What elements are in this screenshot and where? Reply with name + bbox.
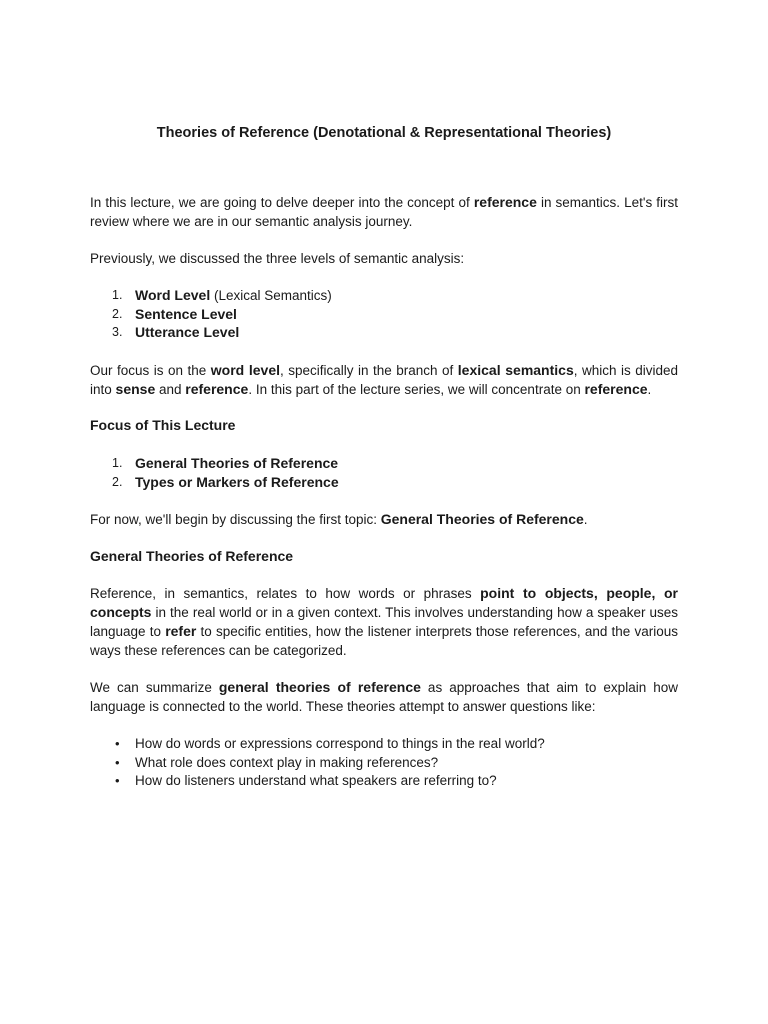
focus-list [90, 454, 678, 491]
list-item-bold: General Theories of Reference [135, 455, 339, 471]
document-title: Theories of Reference (Denotational & Representational Theories) [156, 125, 612, 141]
intro-bold-reference: reference [473, 194, 537, 210]
list-item-rest: (Lexical Semantics) [210, 288, 332, 303]
list-number: 3. [112, 325, 123, 339]
questions-list [90, 735, 678, 791]
list-item [90, 772, 678, 791]
list-item [90, 454, 678, 473]
focus-text-1: Our focus is on the [90, 363, 211, 378]
list-item-bold: Types or Markers of Reference [135, 473, 339, 490]
begin-paragraph [90, 510, 678, 529]
list-number: 2. [112, 474, 123, 489]
list-item [90, 286, 678, 305]
list-item [90, 323, 678, 342]
list-item-bold: Utterance Level [135, 324, 240, 340]
reference-paragraph [90, 584, 678, 660]
summary-paragraph [90, 678, 678, 716]
list-item-bold: Sentence Level [135, 305, 237, 322]
reference-bold-refer: refer [165, 623, 197, 639]
summary-text-1: We can summarize [90, 680, 219, 695]
reference-bold-1: point to objects, people, or concepts [90, 585, 678, 620]
focus-bold-reference-2: reference [584, 381, 648, 397]
bullet-icon: • [115, 736, 120, 751]
focus-bold-lexical-semantics: lexical semantics [457, 362, 574, 378]
begin-text-1: For now, we'll begin by discussing the first topic: [90, 512, 381, 527]
focus-text-6: . [647, 382, 652, 397]
intro-text-1: In this lecture, we are going to delve deeper into the concept of [90, 195, 474, 210]
reference-text-2: in the real world or in a given context. This involves understanding how a speaker uses language to [90, 605, 678, 639]
intro-paragraph [90, 193, 678, 231]
list-item-bold: Word Level [135, 287, 211, 303]
previously-paragraph: Previously, we discussed the three levels of semantic analysis: [90, 251, 465, 266]
focus-bold-reference: reference [185, 381, 249, 397]
focus-text-3: , which is divided into [90, 363, 679, 397]
begin-bold: General Theories of Reference [380, 511, 584, 527]
list-item [90, 735, 678, 754]
list-number: 1. [112, 288, 123, 302]
list-item-text: How do words or expressions correspond to things in the real world? [135, 736, 545, 751]
focus-bold-word-level: word level [210, 362, 280, 378]
focus-heading: Focus of This Lecture [90, 417, 236, 433]
list-item [90, 305, 678, 324]
focus-text-5: . In this part of the lecture series, we will concentrate on [248, 382, 585, 397]
summary-text-2: as approaches that aim to explain how language is connected to the world. These theories attempt to answer questions like: [90, 680, 678, 714]
list-number: 2. [112, 306, 123, 321]
begin-text-2: . [583, 512, 588, 527]
list-item-text: What role does context play in making references? [135, 754, 439, 770]
list-number: 1. [112, 456, 123, 470]
focus-bold-sense: sense [115, 381, 156, 397]
list-item-text: How do listeners understand what speakers are referring to? [135, 773, 497, 788]
bullet-icon: • [115, 773, 120, 788]
focus-paragraph [90, 361, 678, 399]
semantic-levels-list [90, 286, 678, 342]
reference-text-3: to specific entities, how the listener interprets those references, and the various ways these references can be categorized. [90, 624, 678, 658]
list-item [90, 754, 678, 773]
list-item [90, 473, 678, 492]
general-heading: General Theories of Reference [90, 548, 294, 564]
summary-bold: general theories of reference [218, 679, 421, 695]
bullet-icon: • [115, 754, 120, 770]
intro-text-2: in semantics. Let's first review where we are in our semantic analysis journey. [90, 195, 679, 229]
reference-text-1: Reference, in semantics, relates to how words or phrases [90, 586, 481, 601]
focus-text-2: , specifically in the branch of [280, 363, 458, 378]
focus-text-4: and [155, 382, 186, 397]
